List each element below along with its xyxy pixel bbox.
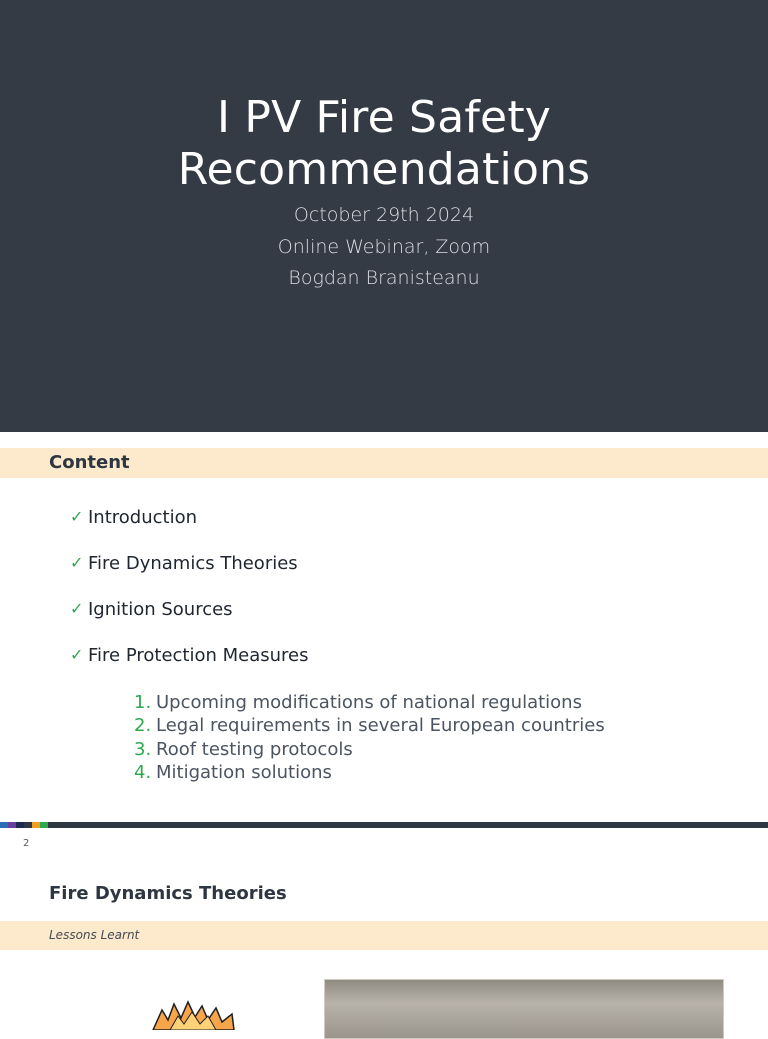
sub-list-item [134, 739, 605, 762]
lessons-subheading: Lessons Learnt [49, 928, 140, 942]
sub-item-number: 2. [134, 715, 152, 737]
slide3-heading: Fire Dynamics Theories [49, 883, 287, 904]
sub-item-number: 3. [134, 738, 152, 760]
checkmark-icon: ✓ [70, 553, 84, 572]
stripe-accent-orange [32, 822, 40, 828]
sub-item-label: Legal requirements in several European countries [156, 715, 605, 737]
checkmark-icon: ✓ [70, 645, 84, 664]
checkmark-icon: ✓ [70, 599, 84, 618]
sub-item-label: Mitigation solutions [156, 761, 332, 783]
sub-item-list [134, 692, 605, 785]
fire-photo [324, 979, 724, 1039]
stripe-accent-green [40, 822, 48, 828]
content-header-band [0, 448, 768, 478]
sub-item-label: Upcoming modifications of national regulations [156, 692, 582, 713]
list-item-label: Fire Protection Measures [88, 645, 309, 666]
footer-stripe [0, 822, 768, 828]
sub-item-number: 4. [134, 761, 152, 783]
list-item-label: Ignition Sources [88, 599, 233, 620]
content-checklist [70, 507, 309, 691]
list-item-label: Fire Dynamics Theories [88, 553, 298, 574]
title-meta [0, 200, 768, 295]
presentation-date: October 29th 2024 [293, 204, 475, 226]
list-item [70, 645, 309, 691]
fire-icon [148, 1000, 238, 1030]
sub-list-item [134, 715, 605, 738]
sub-item-label: Roof testing protocols [156, 738, 353, 760]
sub-list-item [134, 692, 605, 715]
list-item [70, 553, 309, 599]
stripe-accent-blue [0, 822, 8, 828]
list-item [70, 599, 309, 645]
title-line-2: Recommendations [177, 144, 591, 195]
lessons-band [0, 921, 768, 950]
presentation-author: Bogdan Branisteanu [288, 267, 480, 289]
stripe-accent-purple [8, 822, 16, 828]
page-number: 2 [23, 838, 30, 849]
sub-item-number: 1. [134, 692, 152, 713]
presentation-title [0, 92, 768, 196]
list-item-label: Introduction [88, 507, 198, 528]
list-item [70, 507, 309, 553]
checkmark-icon: ✓ [70, 507, 84, 526]
content-slide [0, 432, 768, 832]
content-heading: Content [49, 452, 130, 473]
presentation-venue: Online Webinar, Zoom [277, 235, 491, 258]
stripe-accent-navy [16, 822, 24, 828]
sub-list-item [134, 762, 605, 785]
title-line-1: I PV Fire Safety [216, 92, 552, 143]
title-slide [0, 0, 768, 432]
